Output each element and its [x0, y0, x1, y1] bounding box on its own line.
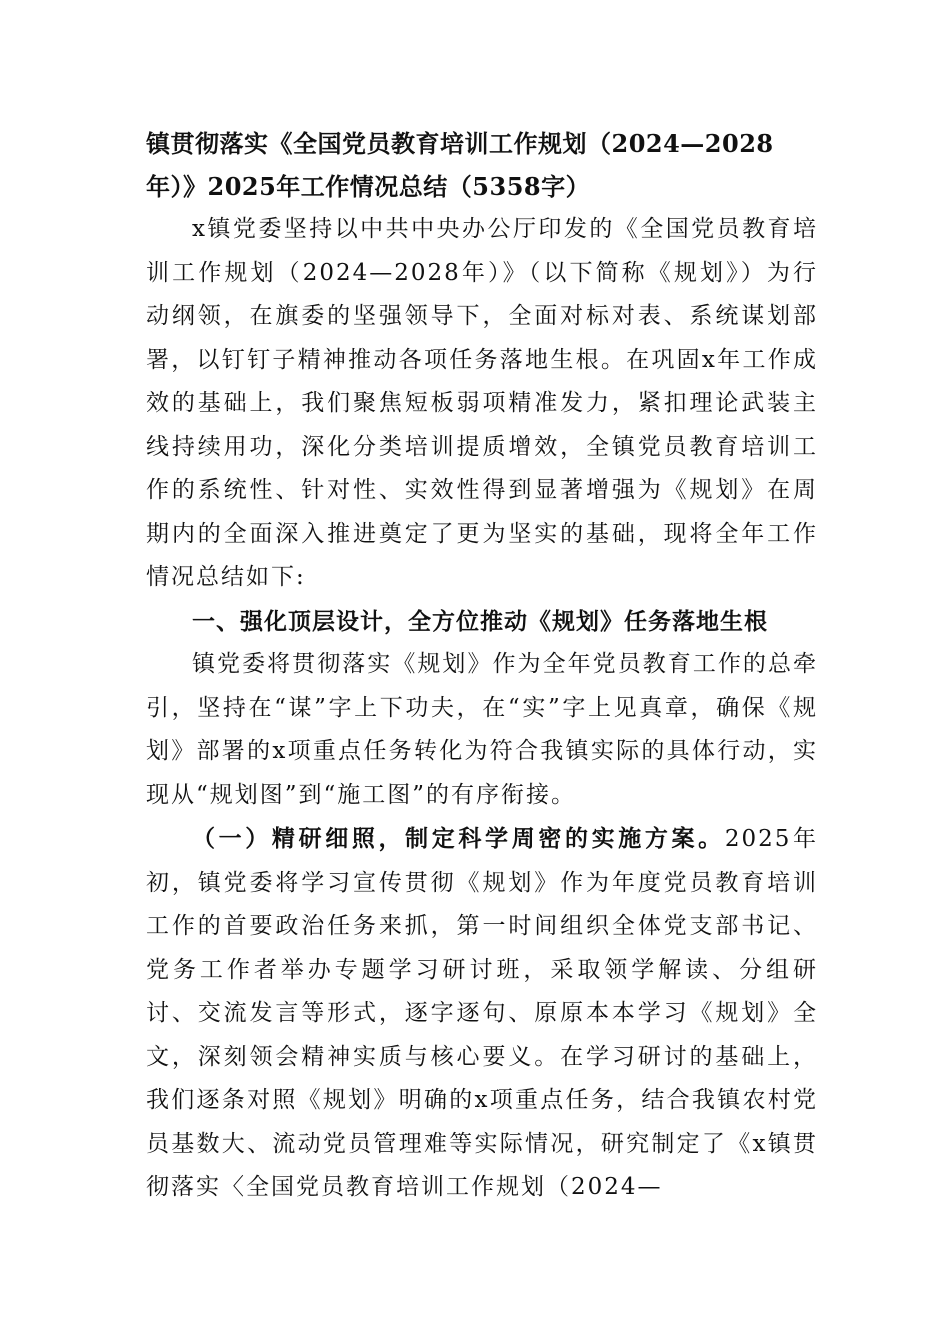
- document-title: 镇贯彻落实《全国党员教育培训工作规划（2024—2028年）》2025年工作情况总结（5358字）: [146, 129, 774, 201]
- section-1-paragraph: 镇党委将贯彻落实《规划》作为全年党员教育工作的总牵引，坚持在“谋”字上下功夫，在“实”字上见真章，确保《规划》部署的x项重点任务转化为符合我镇实际的具体行动，实现从“规划图”到“施工图”的有序衔接。: [146, 651, 818, 808]
- subsection-1-paragraph: [146, 817, 818, 1210]
- document-body: [146, 122, 818, 1210]
- intro-paragraph: x镇党委坚持以中共中央办公厅印发的《全国党员教育培训工作规划（2024—2028年）》（以下简称《规划》）为行动纲领，在旗委的坚强领导下，全面对标对表、系统谋划部署，以钉钉子精神推动各项任务落地生根。在巩固x年工作成效的基础上，我们聚焦短板弱项精准发力，紧扣理论武装主线持续用功，深化分类培训提质增效，全镇党员教育培训工作的系统性、针对性、实效性得到显著增强为《规划》在周期内的全面深入推进奠定了更为坚实的基础，现将全年工作情况总结如下:: [146, 216, 818, 590]
- subsection-1-text: 2025年初，镇党委将学习宣传贯彻《规划》作为年度党员教育培训工作的首要政治任务来抓，第一时间组织全体党支部书记、党务工作者举办专题学习研讨班，采取领学解读、分组研讨、交流发言等形式，逐字逐句、原原本本学习《规划》全文，深刻领会精神实质与核心要义。在学习研讨的基础上，我们逐条对照《规划》明确的x项重点任务，结合我镇农村党员基数大、流动党员管理难等实际情况，研究制定了《x镇贯彻落实〈全国党员教育培训工作规划（2024—: [146, 826, 818, 1200]
- subsection-1-lead: （一）精研细照，制定科学周密的实施方案。: [192, 825, 725, 852]
- section-1-heading: 一、强化顶层设计，全方位推动《规划》任务落地生根: [192, 607, 768, 635]
